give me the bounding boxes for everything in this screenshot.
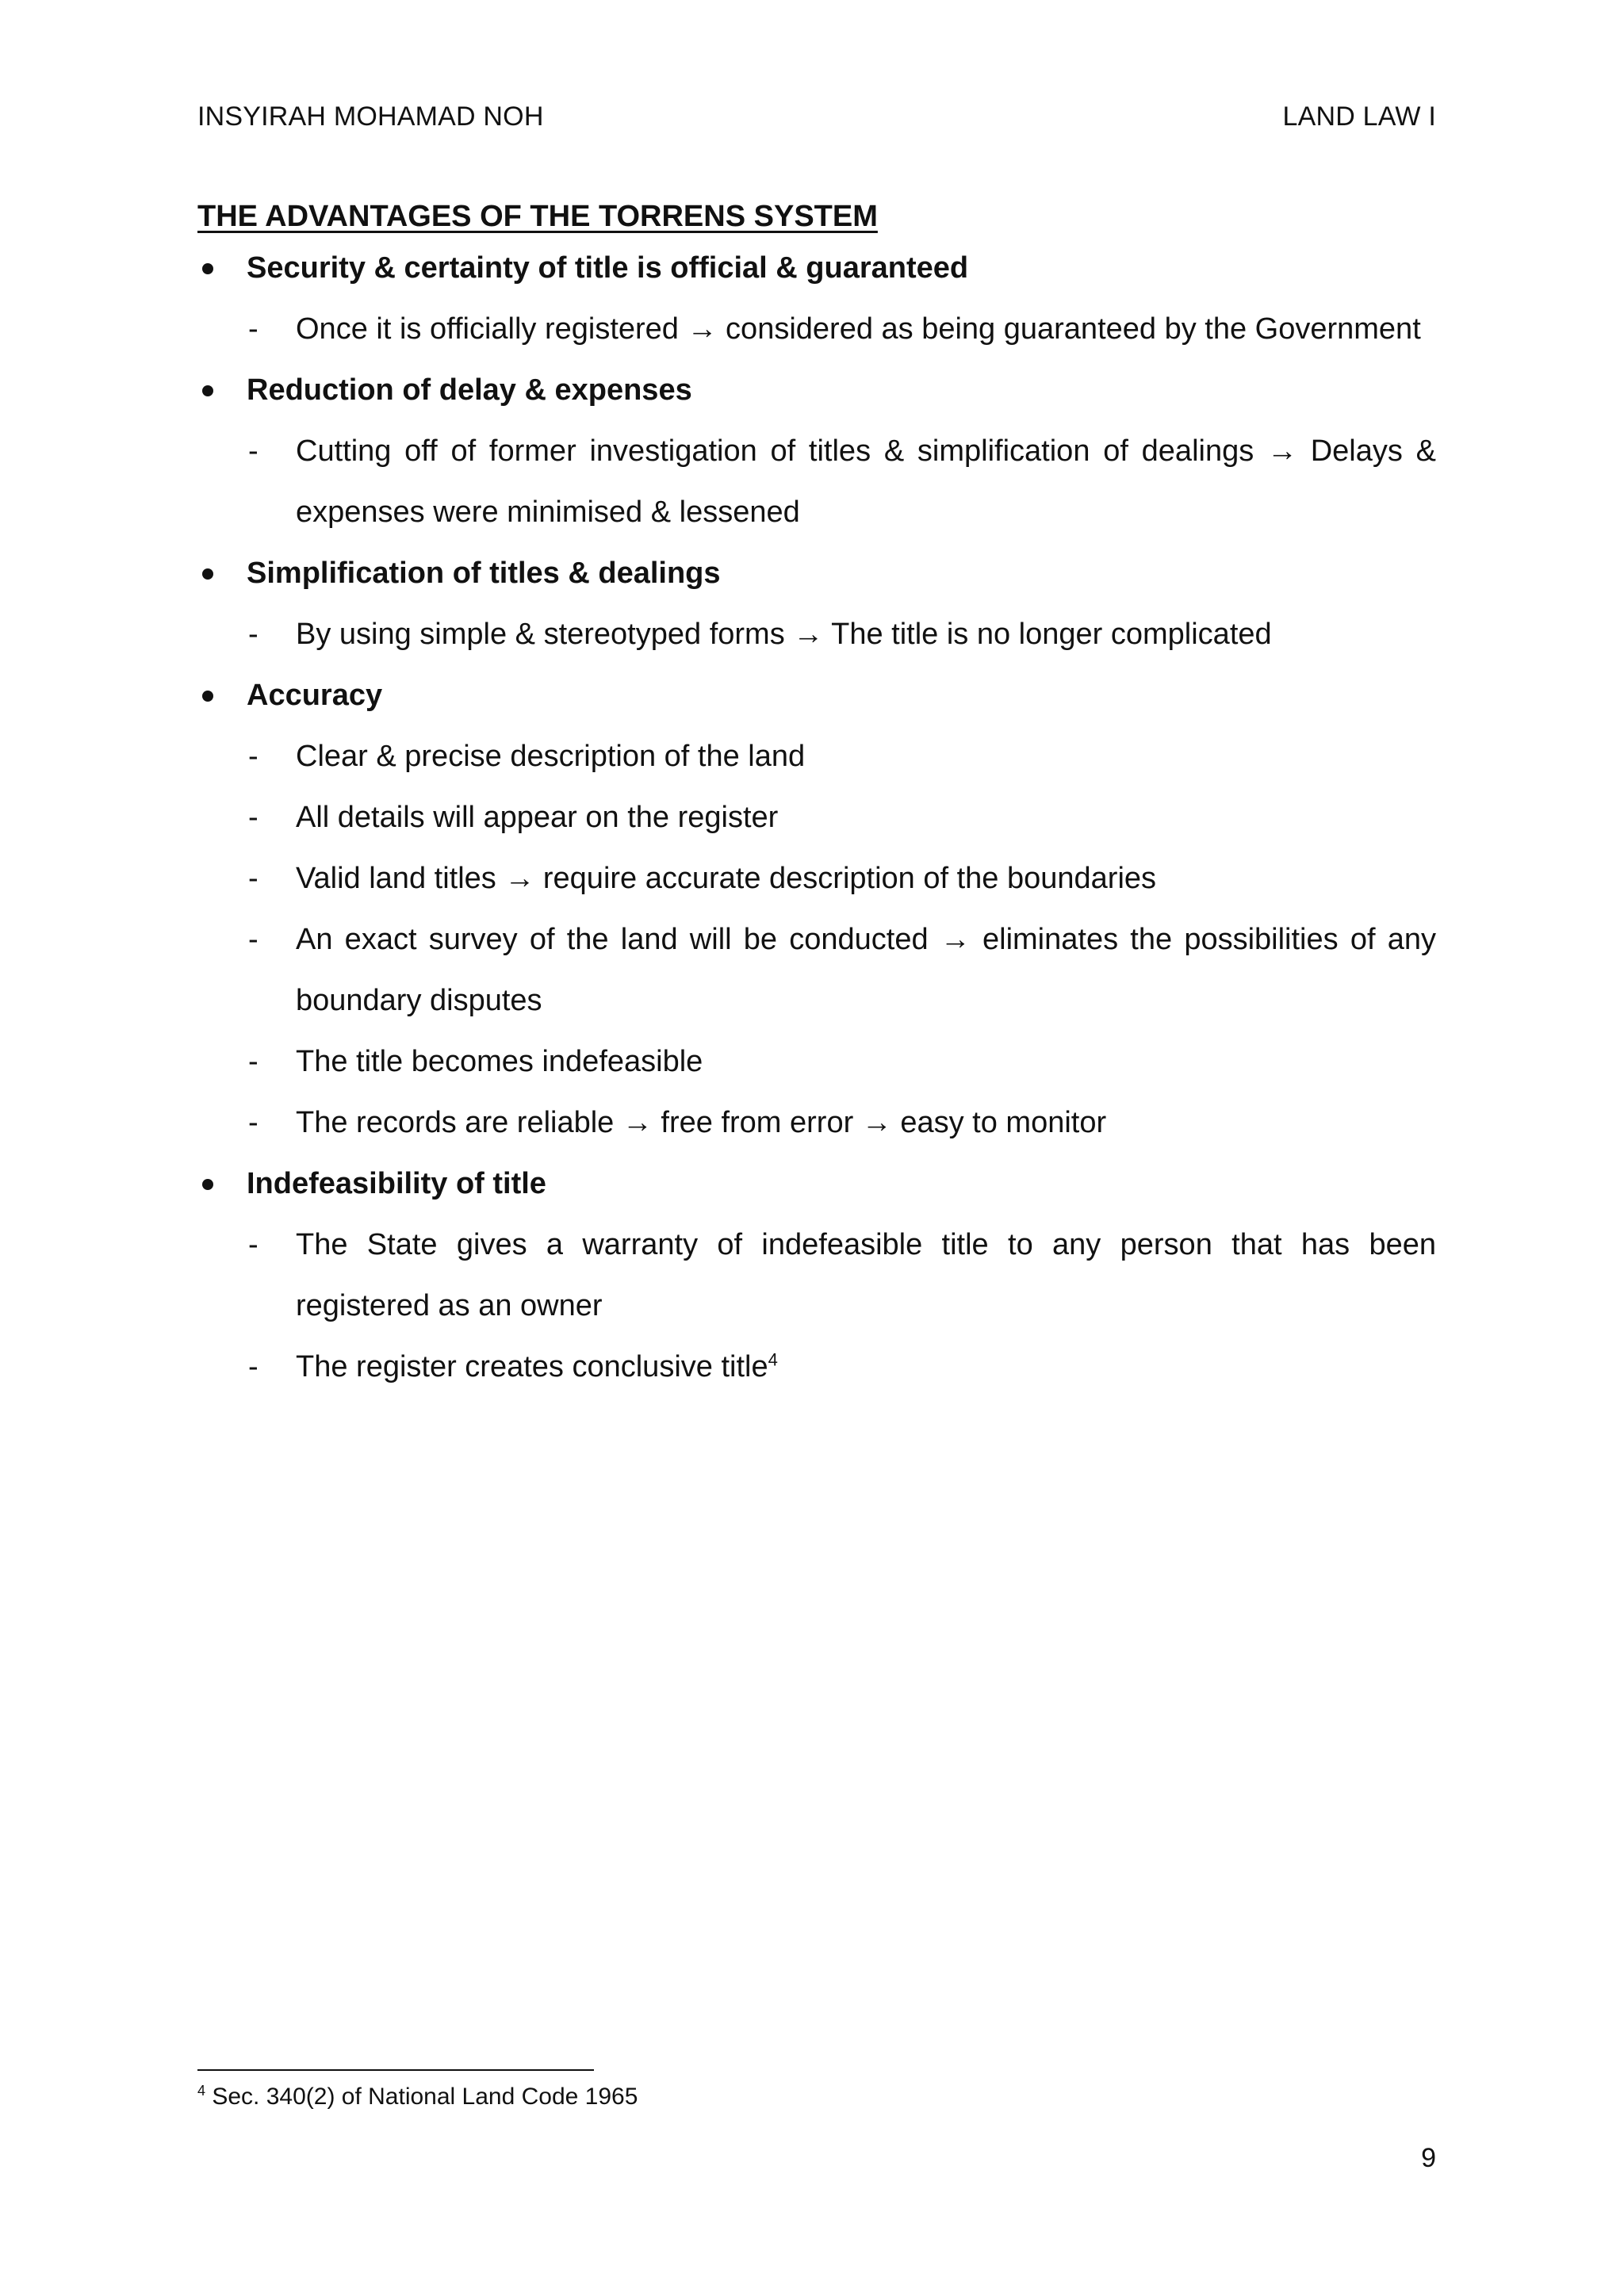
bullet-heading: Reduction of delay & expenses: [197, 360, 1436, 421]
bullet-heading: Accuracy: [197, 665, 1436, 726]
bullet-dot-icon: [202, 691, 213, 702]
dash-marker: -: [248, 1228, 259, 1261]
sub-point: - By using simple & stereotyped forms → The title is no longer complicated: [197, 604, 1436, 665]
bullet-heading: Indefeasibility of title: [197, 1154, 1436, 1215]
bullet-dot-icon: [202, 1179, 213, 1190]
bullet-dot-icon: [202, 568, 213, 580]
section-title: THE ADVANTAGES OF THE TORRENS SYSTEM: [197, 200, 878, 233]
dash-marker: -: [248, 1045, 259, 1078]
sub-point: - All details will appear on the register: [197, 787, 1436, 848]
sub-point: - An exact survey of the land will be conducted → eliminates the possibilities of any boundary disputes: [197, 909, 1436, 1031]
sub-point: - Once it is officially registered → considered as being guaranteed by the Government: [197, 299, 1436, 360]
sub-point: - The title becomes indefeasible: [197, 1031, 1436, 1093]
dash-marker: -: [248, 618, 259, 651]
dash-marker: -: [248, 312, 259, 346]
footnote-reference[interactable]: 4: [768, 1349, 778, 1370]
dash-marker: -: [248, 740, 259, 773]
header-course: LAND LAW I: [1282, 101, 1436, 132]
sub-point: - Valid land titles → require accurate description of the boundaries: [197, 848, 1436, 909]
sub-point: - Cutting off of former investigation of titles & simplification of dealings → Delays & expenses were minimised & lessened: [197, 421, 1436, 543]
header-author: INSYIRAH MOHAMAD NOH: [197, 101, 544, 132]
sub-point: - The State gives a warranty of indefeasible title to any person that has been registered as an owner: [197, 1215, 1436, 1337]
footnote-divider: [197, 2069, 594, 2071]
page-number: 9: [1421, 2143, 1436, 2173]
footnote-marker: 4: [197, 2083, 206, 2099]
dash-marker: -: [248, 862, 259, 895]
dash-marker: -: [248, 1350, 259, 1383]
sub-point: - Clear & precise description of the land: [197, 726, 1436, 787]
sub-point: - The register creates conclusive title$^4$: [197, 1337, 1436, 1398]
document-body: [197, 197, 1436, 1398]
footnote-text: Sec. 340(2) of National Land Code 1965: [212, 2084, 638, 2110]
footnote: [197, 2084, 638, 2110]
dash-marker: -: [248, 1106, 259, 1139]
sub-point: - The records are reliable → free from error → easy to monitor: [197, 1093, 1436, 1154]
bullet-heading: Simplification of titles & dealings: [197, 543, 1436, 604]
bullet-dot-icon: [202, 263, 213, 274]
bullet-heading: Security & certainty of title is official & guaranteed: [197, 238, 1436, 299]
dash-marker: -: [248, 923, 259, 956]
dash-marker: -: [248, 434, 259, 468]
bullet-dot-icon: [202, 385, 213, 396]
dash-marker: -: [248, 801, 259, 834]
